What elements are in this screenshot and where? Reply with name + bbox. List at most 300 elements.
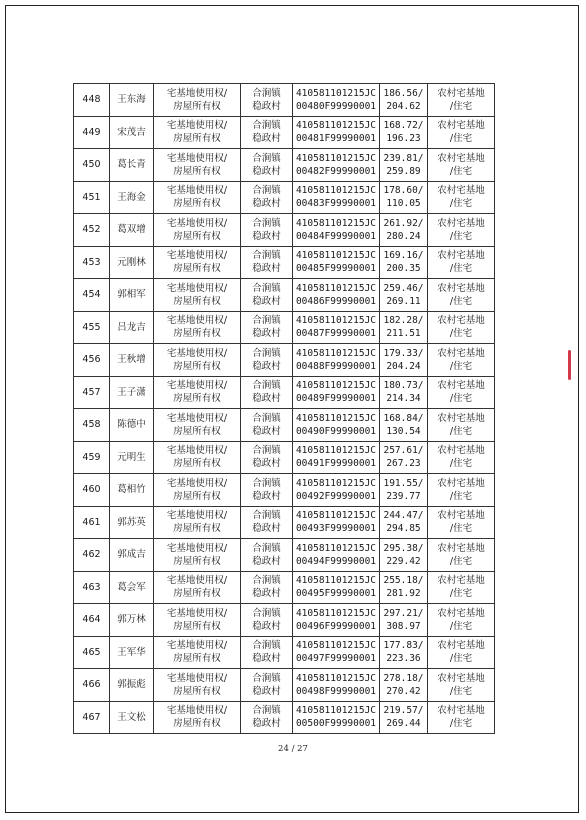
right-type-cell [154, 506, 241, 539]
right-type-text: 房屋所有权 [173, 620, 221, 632]
table-row [74, 571, 495, 604]
location-text: 稳政村 [252, 653, 281, 665]
land-use-cell [428, 376, 495, 409]
location-text: 合涧镇 [252, 282, 281, 294]
table-row [74, 344, 495, 377]
right-type-text: 房屋所有权 [173, 425, 221, 437]
right-type-text: 房屋所有权 [173, 458, 221, 470]
property-code-cell [293, 701, 380, 734]
property-code-text: 00480F99990001 [295, 100, 377, 112]
property-code-text: 00492F99990001 [295, 490, 377, 502]
owner-name-text: 郭苏英 [117, 516, 146, 528]
right-type-cell [154, 474, 241, 507]
owner-name-cell [110, 84, 154, 117]
location-cell [241, 604, 293, 637]
owner-name-cell [110, 344, 154, 377]
area-text: 169.16/ [383, 250, 424, 262]
location-text: 合涧镇 [252, 315, 281, 327]
table-row [74, 84, 495, 117]
owner-name-cell [110, 571, 154, 604]
land-use-text: /住宅 [449, 393, 473, 405]
area-text: 191.55/ [383, 477, 424, 489]
right-type-text: 宅基地使用权/ [166, 705, 228, 717]
location-text: 稳政村 [252, 165, 281, 177]
table-row [74, 214, 495, 247]
location-text: 合涧镇 [252, 705, 281, 717]
property-code-text: 410581101215JC [295, 705, 377, 717]
land-use-text: 农村宅基地 [437, 477, 485, 489]
land-use-text: 农村宅基地 [437, 380, 485, 392]
owner-name-text: 郭万林 [117, 614, 146, 626]
land-use-cell [428, 84, 495, 117]
area-cell [380, 539, 428, 572]
record-number-cell [74, 474, 110, 507]
owner-name-text: 元明生 [117, 451, 146, 463]
land-use-cell [428, 246, 495, 279]
land-use-text: /住宅 [449, 100, 473, 112]
area-text: 168.84/ [383, 412, 424, 424]
owner-name-cell [110, 149, 154, 182]
location-cell [241, 279, 293, 312]
property-code-text: 00494F99990001 [295, 555, 377, 567]
location-cell [241, 116, 293, 149]
land-use-text: /住宅 [449, 230, 473, 242]
record-number-text: 452 [82, 224, 101, 236]
area-cell [380, 279, 428, 312]
right-type-text: 房屋所有权 [173, 360, 221, 372]
location-cell [241, 441, 293, 474]
location-cell [241, 636, 293, 669]
record-number-text: 466 [82, 679, 101, 691]
area-text: 204.24 [386, 360, 421, 372]
property-code-text: 00486F99990001 [295, 295, 377, 307]
owner-name-text: 葛双增 [117, 224, 146, 236]
property-code-cell [293, 571, 380, 604]
land-use-cell [428, 539, 495, 572]
owner-name-text: 葛长青 [117, 159, 146, 171]
table-row [74, 311, 495, 344]
property-code-text: 00488F99990001 [295, 360, 377, 372]
area-text: 179.33/ [383, 347, 424, 359]
owner-name-text: 王东海 [117, 94, 146, 106]
right-type-cell [154, 604, 241, 637]
area-cell [380, 344, 428, 377]
area-text: 229.42 [386, 555, 421, 567]
property-code-text: 410581101215JC [295, 542, 377, 554]
property-code-text: 410581101215JC [295, 87, 377, 99]
property-code-text: 410581101215JC [295, 607, 377, 619]
owner-name-text: 葛会军 [117, 581, 146, 593]
right-type-text: 房屋所有权 [173, 490, 221, 502]
record-number-cell [74, 571, 110, 604]
record-number-text: 467 [82, 711, 101, 723]
right-type-text: 宅基地使用权/ [166, 445, 228, 457]
record-number-text: 454 [82, 289, 101, 301]
area-text: 180.73/ [383, 380, 424, 392]
record-number-cell [74, 409, 110, 442]
right-type-cell [154, 214, 241, 247]
land-use-text: 农村宅基地 [437, 185, 485, 197]
area-text: 280.24 [386, 230, 421, 242]
right-type-text: 宅基地使用权/ [166, 607, 228, 619]
right-type-text: 宅基地使用权/ [166, 380, 228, 392]
right-type-text: 房屋所有权 [173, 523, 221, 535]
land-use-text: 农村宅基地 [437, 510, 485, 522]
property-code-text: 00487F99990001 [295, 328, 377, 340]
property-code-text: 410581101215JC [295, 217, 377, 229]
record-number-text: 458 [82, 419, 101, 431]
property-code-text: 00485F99990001 [295, 263, 377, 275]
land-use-cell [428, 636, 495, 669]
record-number-cell [74, 344, 110, 377]
owner-name-text: 元刚林 [117, 256, 146, 268]
area-text: 211.51 [386, 328, 421, 340]
owner-name-cell [110, 506, 154, 539]
location-text: 合涧镇 [252, 640, 281, 652]
land-use-text: /住宅 [449, 653, 473, 665]
location-cell [241, 344, 293, 377]
land-use-cell [428, 474, 495, 507]
land-use-cell [428, 701, 495, 734]
property-code-text: 410581101215JC [295, 477, 377, 489]
area-text: 204.62 [386, 100, 421, 112]
land-use-text: 农村宅基地 [437, 217, 485, 229]
right-type-text: 宅基地使用权/ [166, 640, 228, 652]
right-type-text: 宅基地使用权/ [166, 250, 228, 262]
property-code-text: 410581101215JC [295, 640, 377, 652]
record-number-text: 462 [82, 549, 101, 561]
area-cell [380, 311, 428, 344]
right-type-text: 宅基地使用权/ [166, 347, 228, 359]
location-text: 稳政村 [252, 685, 281, 697]
property-code-cell [293, 474, 380, 507]
record-number-cell [74, 604, 110, 637]
right-type-text: 宅基地使用权/ [166, 672, 228, 684]
right-type-cell [154, 344, 241, 377]
location-text: 合涧镇 [252, 380, 281, 392]
property-code-cell [293, 279, 380, 312]
land-use-cell [428, 181, 495, 214]
owner-name-text: 王海金 [117, 191, 146, 203]
land-use-text: 农村宅基地 [437, 607, 485, 619]
property-code-cell [293, 181, 380, 214]
property-code-text: 410581101215JC [295, 575, 377, 587]
table-row [74, 246, 495, 279]
table-row [74, 149, 495, 182]
record-number-cell [74, 84, 110, 117]
location-text: 稳政村 [252, 393, 281, 405]
area-cell [380, 376, 428, 409]
area-text: 267.23 [386, 458, 421, 470]
location-cell [241, 311, 293, 344]
area-cell [380, 181, 428, 214]
location-text: 稳政村 [252, 555, 281, 567]
record-number-cell [74, 181, 110, 214]
land-use-text: 农村宅基地 [437, 640, 485, 652]
area-text: 244.47/ [383, 510, 424, 522]
land-use-text: 农村宅基地 [437, 542, 485, 554]
area-cell [380, 636, 428, 669]
location-text: 稳政村 [252, 198, 281, 210]
property-code-cell [293, 116, 380, 149]
owner-name-text: 王文松 [117, 711, 146, 723]
page-number: 24 / 27 [278, 744, 308, 754]
owner-name-cell [110, 669, 154, 702]
right-type-text: 房屋所有权 [173, 555, 221, 567]
right-type-text: 房屋所有权 [173, 588, 221, 600]
owner-name-text: 吕龙吉 [117, 321, 146, 333]
property-code-text: 00484F99990001 [295, 230, 377, 242]
owner-name-text: 郭振彪 [117, 679, 146, 691]
area-text: 257.61/ [383, 445, 424, 457]
area-text: 269.44 [386, 718, 421, 730]
table-row [74, 409, 495, 442]
location-cell [241, 506, 293, 539]
location-text: 稳政村 [252, 133, 281, 145]
location-cell [241, 214, 293, 247]
property-code-cell [293, 344, 380, 377]
property-code-text: 410581101215JC [295, 347, 377, 359]
owner-name-cell [110, 181, 154, 214]
right-type-text: 房屋所有权 [173, 685, 221, 697]
area-text: 130.54 [386, 425, 421, 437]
land-use-text: 农村宅基地 [437, 347, 485, 359]
location-text: 稳政村 [252, 588, 281, 600]
location-cell [241, 376, 293, 409]
property-code-text: 410581101215JC [295, 282, 377, 294]
land-use-cell [428, 669, 495, 702]
area-text: 261.92/ [383, 217, 424, 229]
area-cell [380, 669, 428, 702]
owner-name-text: 郭相军 [117, 289, 146, 301]
location-cell [241, 669, 293, 702]
location-text: 合涧镇 [252, 347, 281, 359]
area-cell [380, 214, 428, 247]
owner-name-cell [110, 246, 154, 279]
table-row [74, 441, 495, 474]
table-row [74, 604, 495, 637]
record-number-text: 453 [82, 256, 101, 268]
land-use-text: /住宅 [449, 588, 473, 600]
record-number-text: 465 [82, 646, 101, 658]
record-number-text: 449 [82, 126, 101, 138]
area-text: 259.89 [386, 165, 421, 177]
area-text: 270.42 [386, 685, 421, 697]
record-number-cell [74, 116, 110, 149]
table-row [74, 376, 495, 409]
area-text: 308.97 [386, 620, 421, 632]
record-number-text: 456 [82, 354, 101, 366]
owner-name-cell [110, 604, 154, 637]
record-number-cell [74, 149, 110, 182]
land-use-cell [428, 506, 495, 539]
table-row [74, 181, 495, 214]
table-row [74, 636, 495, 669]
land-use-text: 农村宅基地 [437, 315, 485, 327]
record-number-text: 460 [82, 484, 101, 496]
property-code-text: 00482F99990001 [295, 165, 377, 177]
land-use-cell [428, 279, 495, 312]
land-use-text: /住宅 [449, 425, 473, 437]
property-code-cell [293, 506, 380, 539]
property-code-text: 00498F99990001 [295, 685, 377, 697]
location-text: 合涧镇 [252, 477, 281, 489]
area-cell [380, 571, 428, 604]
land-use-text: /住宅 [449, 620, 473, 632]
table-row [74, 506, 495, 539]
right-type-text: 宅基地使用权/ [166, 315, 228, 327]
right-type-cell [154, 539, 241, 572]
owner-name-text: 王子潇 [117, 386, 146, 398]
land-use-cell [428, 571, 495, 604]
land-use-cell [428, 214, 495, 247]
location-cell [241, 539, 293, 572]
right-type-text: 房屋所有权 [173, 653, 221, 665]
land-use-cell [428, 116, 495, 149]
land-use-cell [428, 409, 495, 442]
right-type-cell [154, 149, 241, 182]
right-type-cell [154, 571, 241, 604]
records-table [73, 83, 495, 734]
land-use-text: /住宅 [449, 165, 473, 177]
property-code-cell [293, 604, 380, 637]
table-row [74, 116, 495, 149]
land-use-text: 农村宅基地 [437, 120, 485, 132]
area-text: 239.81/ [383, 152, 424, 164]
property-code-text: 410581101215JC [295, 120, 377, 132]
owner-name-text: 王军华 [117, 646, 146, 658]
table-row [74, 539, 495, 572]
record-number-cell [74, 506, 110, 539]
land-use-cell [428, 149, 495, 182]
property-code-cell [293, 669, 380, 702]
property-code-cell [293, 246, 380, 279]
land-use-text: 农村宅基地 [437, 412, 485, 424]
area-text: 186.56/ [383, 87, 424, 99]
right-type-text: 宅基地使用权/ [166, 185, 228, 197]
owner-name-cell [110, 539, 154, 572]
land-use-text: 农村宅基地 [437, 575, 485, 587]
area-text: 200.35 [386, 263, 421, 275]
right-type-text: 房屋所有权 [173, 100, 221, 112]
property-code-text: 410581101215JC [295, 185, 377, 197]
property-code-cell [293, 376, 380, 409]
location-text: 合涧镇 [252, 445, 281, 457]
records-table-body [74, 84, 495, 734]
record-number-text: 461 [82, 516, 101, 528]
record-number-text: 450 [82, 159, 101, 171]
location-text: 合涧镇 [252, 412, 281, 424]
location-text: 合涧镇 [252, 542, 281, 554]
land-use-text: 农村宅基地 [437, 152, 485, 164]
location-cell [241, 149, 293, 182]
owner-name-text: 陈德中 [117, 419, 146, 431]
area-text: 214.34 [386, 393, 421, 405]
area-text: 178.60/ [383, 185, 424, 197]
record-number-cell [74, 701, 110, 734]
location-text: 稳政村 [252, 263, 281, 275]
area-text: 259.46/ [383, 282, 424, 294]
right-type-cell [154, 181, 241, 214]
area-text: 297.21/ [383, 607, 424, 619]
property-code-cell [293, 636, 380, 669]
land-use-text: /住宅 [449, 328, 473, 340]
right-type-text: 房屋所有权 [173, 198, 221, 210]
location-text: 合涧镇 [252, 510, 281, 522]
area-text: 269.11 [386, 295, 421, 307]
location-cell [241, 474, 293, 507]
land-use-text: 农村宅基地 [437, 282, 485, 294]
right-type-cell [154, 701, 241, 734]
owner-name-cell [110, 441, 154, 474]
owner-name-cell [110, 116, 154, 149]
property-code-text: 00490F99990001 [295, 425, 377, 437]
owner-name-cell [110, 409, 154, 442]
area-cell [380, 441, 428, 474]
location-text: 合涧镇 [252, 607, 281, 619]
location-cell [241, 571, 293, 604]
record-number-cell [74, 376, 110, 409]
right-type-text: 宅基地使用权/ [166, 217, 228, 229]
owner-name-cell [110, 214, 154, 247]
property-code-text: 410581101215JC [295, 380, 377, 392]
area-text: 278.18/ [383, 672, 424, 684]
right-type-text: 宅基地使用权/ [166, 510, 228, 522]
property-code-cell [293, 539, 380, 572]
right-type-text: 房屋所有权 [173, 133, 221, 145]
location-cell [241, 84, 293, 117]
right-type-text: 房屋所有权 [173, 295, 221, 307]
right-type-text: 宅基地使用权/ [166, 282, 228, 294]
right-type-cell [154, 279, 241, 312]
area-cell [380, 604, 428, 637]
area-text: 295.38/ [383, 542, 424, 554]
land-use-text: /住宅 [449, 360, 473, 372]
area-text: 219.57/ [383, 705, 424, 717]
record-number-cell [74, 539, 110, 572]
record-number-text: 455 [82, 321, 101, 333]
owner-name-cell [110, 376, 154, 409]
record-number-cell [74, 279, 110, 312]
land-use-text: /住宅 [449, 490, 473, 502]
land-use-text: /住宅 [449, 263, 473, 275]
land-use-cell [428, 441, 495, 474]
record-number-text: 448 [82, 94, 101, 106]
area-text: 168.72/ [383, 120, 424, 132]
land-use-text: /住宅 [449, 685, 473, 697]
area-cell [380, 474, 428, 507]
owner-name-cell [110, 311, 154, 344]
property-code-text: 00483F99990001 [295, 198, 377, 210]
location-text: 合涧镇 [252, 217, 281, 229]
property-code-cell [293, 311, 380, 344]
land-use-text: 农村宅基地 [437, 250, 485, 262]
land-use-cell [428, 604, 495, 637]
record-number-cell [74, 214, 110, 247]
owner-name-text: 葛相竹 [117, 484, 146, 496]
property-code-cell [293, 441, 380, 474]
area-cell [380, 246, 428, 279]
right-type-cell [154, 311, 241, 344]
property-code-text: 00496F99990001 [295, 620, 377, 632]
property-code-cell [293, 214, 380, 247]
area-text: 294.85 [386, 523, 421, 535]
record-number-text: 457 [82, 386, 101, 398]
record-number-cell [74, 311, 110, 344]
location-text: 稳政村 [252, 295, 281, 307]
area-text: 177.83/ [383, 640, 424, 652]
record-number-text: 464 [82, 614, 101, 626]
